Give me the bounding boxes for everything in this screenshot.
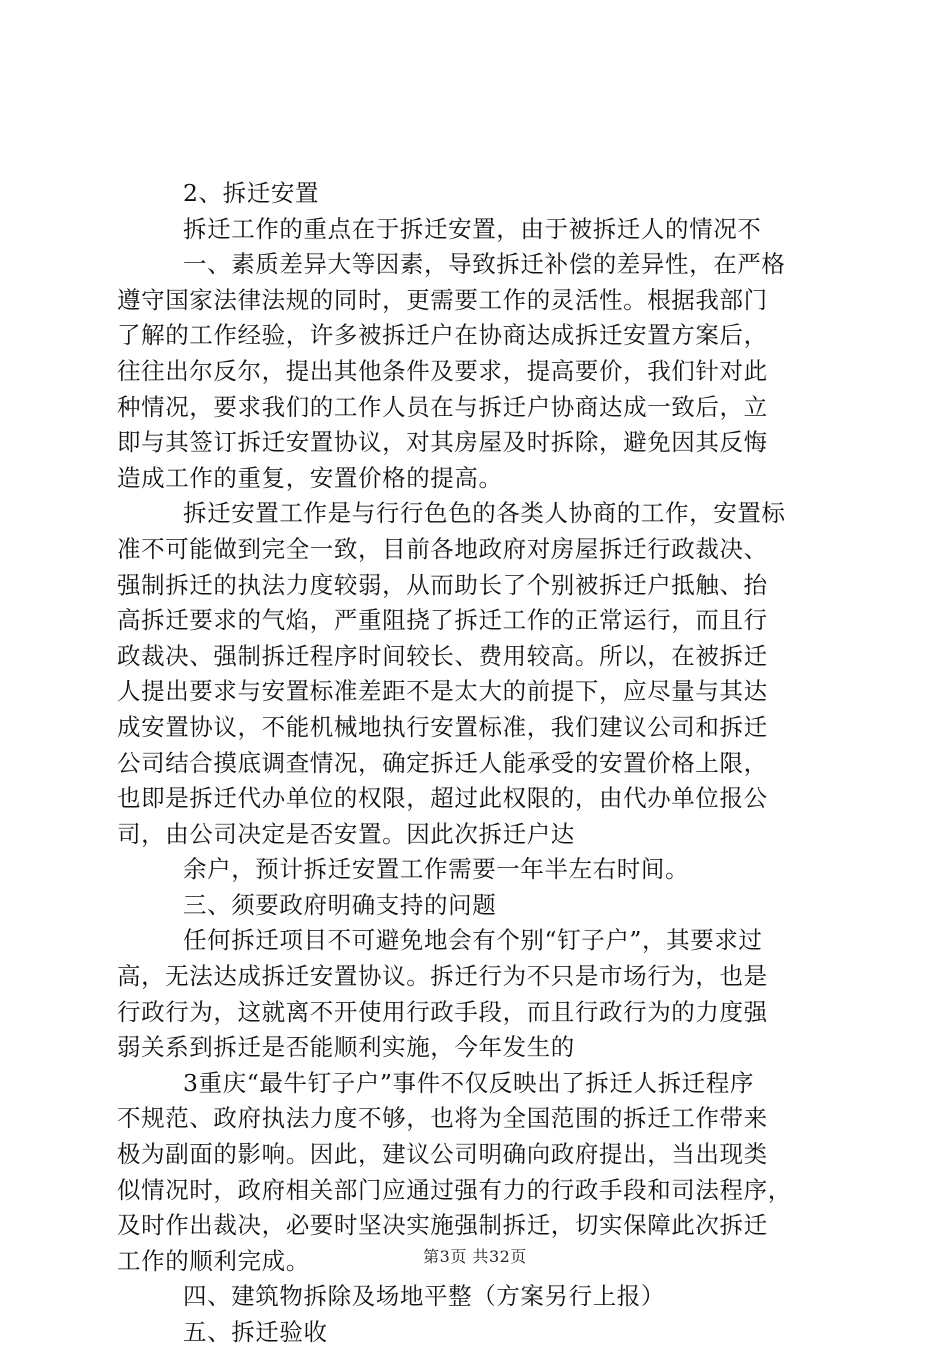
paragraph-line: 即与其签订拆迁安置协议，对其房屋及时拆除，避免因其反悔 bbox=[117, 428, 768, 457]
paragraph-line: 公司结合摸底调查情况，确定拆迁人能承受的安置价格上限， bbox=[117, 748, 768, 777]
page-number-label: 第3页 共32页 bbox=[423, 1247, 527, 1266]
paragraph-line: 行政行为，这就离不开使用行政手段，而且行政行为的力度强 bbox=[117, 997, 768, 1026]
section-heading: 五、拆迁验收 bbox=[183, 1318, 328, 1346]
paragraph-line: 高拆迁要求的气焰，严重阻挠了拆迁工作的正常运行，而且行 bbox=[117, 606, 768, 635]
paragraph-line: 司，由公司决定是否安置。因此次拆迁户达 bbox=[117, 819, 575, 848]
paragraph-line: 不规范、政府执法力度不够，也将为全国范围的拆迁工作带来 bbox=[117, 1104, 768, 1133]
paragraph-line: 造成工作的重复，安置价格的提高。 bbox=[117, 463, 503, 492]
paragraph-line: 强制拆迁的执法力度较弱，从而助长了个别被拆迁户抵触、抬 bbox=[117, 570, 768, 599]
paragraph-line: 弱关系到拆迁是否能顺利实施，今年发生的 bbox=[117, 1033, 575, 1062]
paragraph-line: 准不可能做到完全一致，目前各地政府对房屋拆迁行政裁决、 bbox=[117, 534, 768, 563]
paragraph-line: 高，无法达成拆迁安置协议。拆迁行为不只是市场行为，也是 bbox=[117, 962, 768, 991]
paragraph-line: 拆迁工作的重点在于拆迁安置，由于被拆迁人的情况不 bbox=[183, 214, 762, 243]
paragraph-line: 一、素质差异大等因素，导致拆迁补偿的差异性，在严格 bbox=[183, 250, 786, 279]
paragraph-line: 遵守国家法律法规的同时，更需要工作的灵活性。根据我部门 bbox=[117, 285, 768, 314]
paragraph-line: 成安置协议，不能机械地执行安置标准，我们建议公司和拆迁 bbox=[117, 712, 768, 741]
paragraph-line: 任何拆迁项目不可避免地会有个别“钉子户”，其要求过 bbox=[183, 926, 763, 955]
paragraph-line: 极为副面的影响。因此，建议公司明确向政府提出，当出现类 bbox=[117, 1140, 768, 1169]
document-body bbox=[117, 176, 839, 1351]
paragraph-line: 政裁决、强制拆迁程序时间较长、费用较高。所以，在被拆迁 bbox=[117, 641, 768, 670]
section-heading: 三、须要政府明确支持的问题 bbox=[183, 890, 497, 919]
section-heading: 2、拆迁安置 bbox=[183, 179, 320, 207]
page-footer bbox=[0, 1244, 950, 1267]
paragraph-line: 及时作出裁决，必要时坚决实施强制拆迁，切实保障此次拆迁 bbox=[117, 1211, 768, 1240]
paragraph-line: 往往出尔反尔，提出其他条件及要求，提高要价，我们针对此 bbox=[117, 356, 768, 385]
paragraph-line: 种情况，要求我们的工作人员在与拆迁户协商达成一致后，立 bbox=[117, 392, 768, 421]
paragraph-line: 3重庆“最牛钉子户”事件不仅反映出了拆迁人拆迁程序 bbox=[183, 1068, 754, 1097]
section-heading: 四、建筑物拆除及场地平整（方案另行上报） bbox=[183, 1282, 665, 1311]
paragraph-line: 也即是拆迁代办单位的权限，超过此权限的，由代办单位报公 bbox=[117, 784, 768, 813]
paragraph-line: 了解的工作经验，许多被拆迁户在协商达成拆迁安置方案后， bbox=[117, 321, 768, 350]
paragraph-line: 似情况时，政府相关部门应通过强有力的行政手段和司法程序， bbox=[117, 1175, 792, 1204]
paragraph-line: 工作的顺利完成。 bbox=[117, 1246, 310, 1275]
paragraph-line: 人提出要求与安置标准差距不是太大的前提下，应尽量与其达 bbox=[117, 677, 768, 706]
paragraph-line: 余户，预计拆迁安置工作需要一年半左右时间。 bbox=[183, 855, 690, 884]
paragraph-line: 拆迁安置工作是与行行色色的各类人协商的工作，安置标 bbox=[183, 499, 786, 528]
